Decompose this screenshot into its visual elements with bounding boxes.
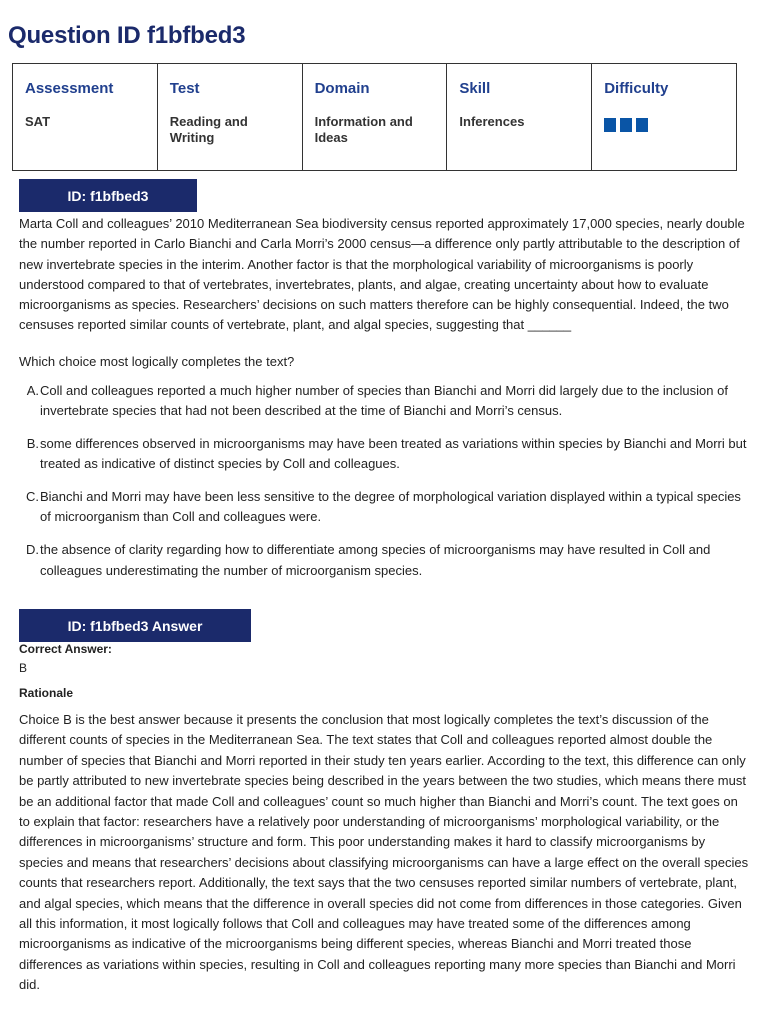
answer-id-banner: ID: f1bfbed3 Answer (19, 609, 251, 642)
choice-text: some differences observed in microorganisms may have been treated as variations within species by Bianchi and Morri but treated as indicative of distinct species by Coll and colleagues. (40, 436, 747, 472)
rationale-text: Choice B is the best answer because it presents the conclusion that most logically completes the text’s discussion of the different counts of species in the Mediterranean Sea. The text states that Coll and colleagues reported almost double the number of species that Bianchi and Morri reported in their study ten years earlier. According to the text, this difference can only be partly attributed to new invertebrate species being described in the years between the two studies, which means there must be an additional factor that made Coll and colleagues’ count so much higher than Bianchi and Morri’s count. The text goes on to explain that factor: researchers have a relatively poor understanding of microorganisms’ morphological variability, or the differences in microorganisms’ structure and form. This poor understanding makes it hard to classify microorganisms by species and means that researchers’ decisions about classifying microorganisms can have a large effect on the overall species counts that researchers report. Additionally, the text says that the two censuses reported similar numbers of vertebrate, plant, and algal species, which means that the difference in overall species did not come from differences in those categories. Given all this information, it most logically follows that Coll and colleagues may have treated some of the differences among microorganisms as indicative of the microorganisms being different species, whereas Bianchi and Morri treated those differences as variations within species, resulting in Coll and colleagues reporting many more species than Bianchi and Morri did. (19, 712, 749, 993)
choice-b (19, 434, 749, 475)
choice-letter: B. (26, 436, 39, 452)
choice-a (19, 381, 749, 422)
choice-letter: D. (26, 542, 39, 558)
difficulty-bar (620, 118, 632, 132)
meta-value-test: Reading and Writing (169, 114, 248, 145)
correct-answer-label: Correct Answer: (19, 642, 112, 656)
difficulty-bar (636, 118, 648, 132)
question-meta-table (12, 63, 737, 171)
meta-value-domain: Information and Ideas (314, 114, 413, 145)
meta-value-skill: Inferences (459, 114, 525, 129)
question-prompt: Which choice most logically completes the text? (19, 354, 295, 369)
meta-cell-skill (447, 64, 592, 171)
meta-value-assessment: SAT (25, 114, 51, 129)
choice-text: the absence of clarity regarding how to differentiate among species of microorganisms may have resulted in Coll and colleagues underestimating the number of microorganism species. (40, 542, 711, 578)
question-id-banner: ID: f1bfbed3 (19, 179, 197, 212)
meta-header-test: Test (169, 80, 200, 97)
meta-cell-difficulty (592, 64, 737, 171)
meta-header-difficulty: Difficulty (604, 80, 669, 97)
answer-choices (19, 381, 749, 593)
page-title: Question ID f1bfbed3 (8, 22, 246, 49)
choice-c (19, 487, 749, 528)
rationale-heading: Rationale (19, 686, 74, 700)
choice-d (19, 540, 749, 581)
choice-letter: C. (26, 489, 39, 505)
choice-letter: A. (26, 383, 39, 398)
choice-text: Bianchi and Morri may have been less sensitive to the degree of morphological variation displayed within a typical species of microorganism than Coll and colleagues were. (40, 489, 741, 525)
meta-header-skill: Skill (459, 80, 491, 97)
difficulty-bar (604, 118, 616, 132)
difficulty-indicator (604, 118, 724, 132)
choice-text: Coll and colleagues reported a much higher number of species than Bianchi and Morri did largely due to the inclusion of invertebrate species that had not been described at the time of Bianchi and Morri’s census. (40, 383, 728, 419)
question-passage: Marta Coll and colleagues’ 2010 Mediterranean Sea biodiversity census reported approximately 17,000 species, nearly double the number reported in Carlo Bianchi and Carla Morri’s 2000 census—a difference only partly attributable to the description of new invertebrate species in the interim. Another factor is that the morphological variability of microorganisms is poorly understood compared to that of vertebrates, invertebrates, plants, and algae, creating uncertainty about how to evaluate microorganisms as species. Researchers’ decisions on such matters therefore can be highly consequential. Indeed, the two censuses reported similar counts of vertebrate, plant, and algal species, suggesting that ______ (19, 216, 745, 333)
meta-cell-domain (302, 64, 447, 171)
meta-cell-test (157, 64, 302, 171)
meta-header-assessment: Assessment (25, 80, 114, 97)
meta-header-domain: Domain (314, 80, 370, 97)
correct-answer-value: B (19, 661, 28, 675)
meta-cell-assessment (13, 64, 158, 171)
